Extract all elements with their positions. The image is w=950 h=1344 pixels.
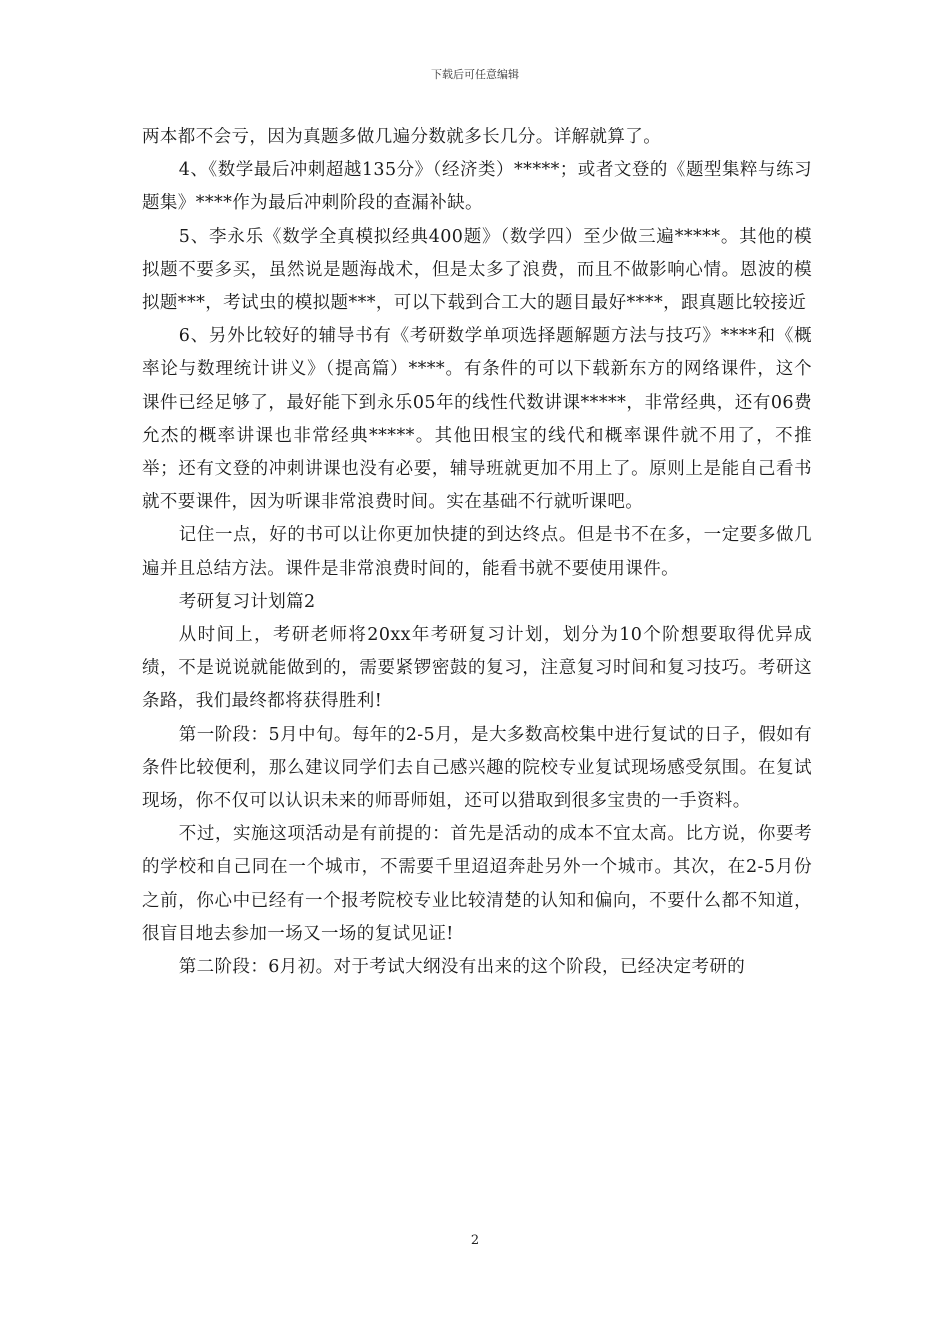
page-number: 2 bbox=[470, 1233, 480, 1248]
paragraph: 第二阶段：6月初。对于考试大纲没有出来的这个阶段，已经决定考研的 bbox=[178, 957, 746, 978]
paragraph: 从时间上，考研老师将20xx年考研复习计划，划分为10个阶想要取得优异成绩，不是说说就能做到的，需要紧锣密鼓的复习，注意复习时间和复习技巧。考研这条路，我们最终都将获得胜利! bbox=[142, 625, 812, 712]
page-header: 下载后可任意编辑 bbox=[431, 68, 519, 81]
paragraph: 考研复习计划篇2 bbox=[178, 591, 316, 612]
paragraph: 记住一点，好的书可以让你更加快捷的到达终点。但是书不在多，一定要多做几遍并且总结方法。课件是非常浪费时间的，能看书就不要使用课件。 bbox=[142, 525, 812, 579]
paragraph: 两本都不会亏，因为真题多做几遍分数就多长几分。详解就算了。 bbox=[142, 127, 662, 147]
paragraph: 5、李永乐《数学全真模拟经典400题》（数学四）至少做三遍*****。其他的模拟题不要多买，虽然说是题海战术，但是太多了浪费，而且不做影响心情。恩波的模拟题***，考试虫的模拟题***，可以下载到合工大的题目最好****，跟真题比较接近 bbox=[142, 226, 812, 314]
paragraph: 6、另外比较好的辅导书有《考研数学单项选择题解题方法与技巧》****和《概率论与数理统计讲义》（提高篇）****。有条件的可以下载新东方的网络课件，这个课件已经足够了，最好能下到永乐05年的线性代数讲课*****，非常经典，还有06费允杰的概率讲课也非常经典*****。其他田根宝的线代和概率课件就不用了，不推举；还有文登的冲刺讲课也没有必要，辅导班就更加不用上了。原则上是能自己看书就不要课件，因为听课非常浪费时间。实在基础不行就听课吧。 bbox=[142, 326, 812, 513]
paragraph: 第一阶段：5月中旬。每年的2-5月，是大多数高校集中进行复试的日子，假如有条件比较便利，那么建议同学们去自己感兴趣的院校专业复试现场感受氛围。在复试现场，你不仅可以认识未来的师哥师姐，还可以猎取到很多宝贵的一手资料。 bbox=[142, 724, 812, 812]
paragraph: 4、《数学最后冲刺超越135分》（经济类）*****；或者文登的《题型集粹与练习题集》****作为最后冲刺阶段的查漏补缺。 bbox=[142, 160, 812, 214]
paragraph: 不过，实施这项活动是有前提的：首先是活动的成本不宜太高。比方说，你要考的学校和自己同在一个城市，不需要千里迢迢奔赴另外一个城市。其次，在2-5月份之前，你心中已经有一个报考院校专业比较清楚的认知和偏向，不要什么都不知道，很盲目地去参加一场又一场的复试见证! bbox=[142, 824, 812, 944]
document-body bbox=[142, 121, 812, 984]
